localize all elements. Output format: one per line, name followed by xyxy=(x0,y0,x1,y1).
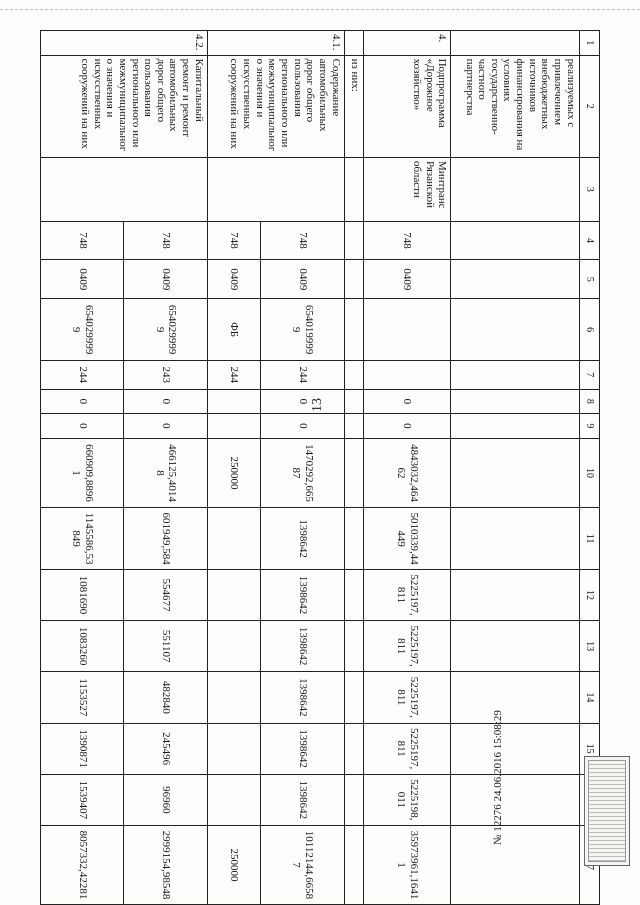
cell-value xyxy=(451,672,579,723)
table-row xyxy=(124,31,207,905)
cell-value: 1390871 xyxy=(41,723,124,774)
cell-number xyxy=(344,31,363,56)
table-row xyxy=(344,31,363,905)
cell-number: 4.1. xyxy=(207,31,344,56)
cell-value: 1398642 xyxy=(261,774,344,825)
header-cell: 9 xyxy=(579,414,599,439)
cell-vr: 244 xyxy=(41,360,124,389)
cell-value: 1398642 xyxy=(261,621,344,672)
header-cell: 5 xyxy=(579,260,599,299)
cell-vr xyxy=(363,360,451,389)
cell-executor: Минтранс Рязанской области xyxy=(363,158,451,222)
cell-csr xyxy=(363,299,451,360)
cell-value: 554677 xyxy=(124,569,207,620)
cell-value: 245496 xyxy=(124,723,207,774)
cell-value xyxy=(344,569,363,620)
cell-value xyxy=(344,723,363,774)
cell-description: Подпрограмма «Дорожное хозяйство» xyxy=(363,55,451,157)
cell-value: 0 xyxy=(363,389,451,414)
cell-value xyxy=(207,508,260,569)
header-cell: 15 xyxy=(579,723,599,774)
cell-csr: 6540299999 xyxy=(41,299,124,360)
cell-value xyxy=(451,723,579,774)
cell-value: 1081690 xyxy=(41,569,124,620)
cell-csr: ФБ xyxy=(207,299,260,360)
cell-vr: 243 xyxy=(124,360,207,389)
cell-value: 482840 xyxy=(124,672,207,723)
cell-value: 0 xyxy=(261,389,344,414)
cell-grbs xyxy=(451,221,579,260)
cell-value xyxy=(344,621,363,672)
cell-description: Капитальный ремонт и ремонт автомобильных дорог общего пользования регионального или межмуниципального значения и искусственных сооружений на них xyxy=(41,55,208,157)
cell-description: реализуемых с привлечением внебюджетных источников финансирования на условиях государственно-частного партнерства xyxy=(451,55,579,157)
cell-number: 4. xyxy=(363,31,451,56)
cell-value xyxy=(451,389,579,414)
cell-value: 551107 xyxy=(124,621,207,672)
cell-value: 1398642 xyxy=(261,672,344,723)
rotated-table-wrapper xyxy=(40,30,600,905)
cell-value: 466125,40148 xyxy=(124,438,207,508)
document-footer: № 12276 24.06.2016 15:08:29 xyxy=(492,710,504,845)
cell-vr: 244 xyxy=(261,360,344,389)
budget-table xyxy=(40,30,600,905)
cell-value xyxy=(207,389,260,414)
cell-value xyxy=(451,569,579,620)
cell-value xyxy=(344,389,363,414)
cell-value xyxy=(451,508,579,569)
cell-executor xyxy=(451,158,579,222)
cell-csr xyxy=(451,299,579,360)
cell-value xyxy=(344,414,363,439)
cell-csr xyxy=(344,299,363,360)
cell-total xyxy=(344,825,363,904)
cell-csr: 6540199999 xyxy=(261,299,344,360)
cell-vr xyxy=(451,360,579,389)
cell-value: 1398642 xyxy=(261,508,344,569)
cell-rzpr: 0409 xyxy=(124,260,207,299)
cell-value xyxy=(344,508,363,569)
cell-value xyxy=(207,723,260,774)
cell-value: 5225197,811 xyxy=(363,569,451,620)
cell-total: 35973961,16411 xyxy=(363,825,451,904)
cell-value: 1083260 xyxy=(41,621,124,672)
barcode-stamp xyxy=(584,756,630,866)
cell-grbs: 748 xyxy=(207,221,260,260)
cell-rzpr xyxy=(451,260,579,299)
cell-value xyxy=(344,438,363,508)
cell-value: 1398642 xyxy=(261,723,344,774)
page-number: 13 xyxy=(310,398,325,412)
cell-description: Содержание автомобильных дорог общего пользования регионального или межмуниципального значения и искусственных сооружений на них xyxy=(207,55,344,157)
header-cell: 14 xyxy=(579,672,599,723)
cell-value xyxy=(451,621,579,672)
cell-value: 601949,584 xyxy=(124,508,207,569)
cell-value: 96960 xyxy=(124,774,207,825)
cell-value xyxy=(344,672,363,723)
table-row xyxy=(261,31,344,905)
cell-total: 2999154,98548 xyxy=(124,825,207,904)
cell-value xyxy=(344,774,363,825)
cell-rzpr: 0409 xyxy=(41,260,124,299)
cell-total: 10112144,66587 xyxy=(261,825,344,904)
table-row xyxy=(363,31,451,905)
cell-value: 1539407 xyxy=(41,774,124,825)
cell-value: 1145586,53849 xyxy=(41,508,124,569)
header-cell: 12 xyxy=(579,569,599,620)
cell-grbs: 748 xyxy=(41,221,124,260)
cell-description: из них: xyxy=(344,55,363,157)
cell-grbs: 748 xyxy=(261,221,344,260)
cell-total xyxy=(451,825,579,904)
header-cell: 10 xyxy=(579,438,599,508)
cell-value: 5225197,811 xyxy=(363,621,451,672)
cell-value xyxy=(451,774,579,825)
scan-edge-line xyxy=(0,9,640,10)
cell-total: 250000 xyxy=(207,825,260,904)
header-cell: 7 xyxy=(579,360,599,389)
cell-grbs: 748 xyxy=(124,221,207,260)
cell-value xyxy=(207,569,260,620)
cell-value xyxy=(451,438,579,508)
cell-value: 5010339,44449 xyxy=(363,508,451,569)
cell-vr xyxy=(344,360,363,389)
barcode-pattern xyxy=(588,760,626,862)
header-cell: 13 xyxy=(579,621,599,672)
header-cell: 6 xyxy=(579,299,599,360)
cell-csr: 6540299999 xyxy=(124,299,207,360)
header-cell: 8 xyxy=(579,389,599,414)
cell-value: 250000 xyxy=(207,438,260,508)
cell-value: 5225197,811 xyxy=(363,723,451,774)
cell-value: 5225198,011 xyxy=(363,774,451,825)
cell-value: 1470292,66587 xyxy=(261,438,344,508)
cell-grbs xyxy=(344,221,363,260)
cell-rzpr: 0409 xyxy=(363,260,451,299)
header-cell: 1 xyxy=(579,31,599,56)
cell-value: 0 xyxy=(363,414,451,439)
cell-value xyxy=(207,414,260,439)
cell-value: 4843032,46462 xyxy=(363,438,451,508)
header-cell: 2 xyxy=(579,55,599,157)
cell-grbs: 748 xyxy=(363,221,451,260)
cell-rzpr: 0409 xyxy=(207,260,260,299)
cell-value: 660909,88961 xyxy=(41,438,124,508)
cell-value: 0 xyxy=(124,389,207,414)
cell-rzpr: 0409 xyxy=(261,260,344,299)
cell-value: 0 xyxy=(41,389,124,414)
cell-value: 1153527 xyxy=(41,672,124,723)
header-cell: 3 xyxy=(579,158,599,222)
cell-executor xyxy=(207,158,344,222)
header-cell: 4 xyxy=(579,221,599,260)
cell-executor xyxy=(41,158,208,222)
cell-executor xyxy=(344,158,363,222)
cell-value xyxy=(207,774,260,825)
cell-vr: 244 xyxy=(207,360,260,389)
cell-value xyxy=(207,672,260,723)
cell-value xyxy=(207,621,260,672)
cell-value: 5225197,811 xyxy=(363,672,451,723)
cell-value xyxy=(451,414,579,439)
cell-value: 0 xyxy=(124,414,207,439)
cell-number: 4.2. xyxy=(41,31,208,56)
header-cell: 11 xyxy=(579,508,599,569)
cell-number xyxy=(451,31,579,56)
cell-value: 0 xyxy=(41,414,124,439)
cell-total: 8057332,42281 xyxy=(41,825,124,904)
cell-value: 1398642 xyxy=(261,569,344,620)
cell-value: 0 xyxy=(261,414,344,439)
cell-rzpr xyxy=(344,260,363,299)
table-row xyxy=(451,31,579,905)
